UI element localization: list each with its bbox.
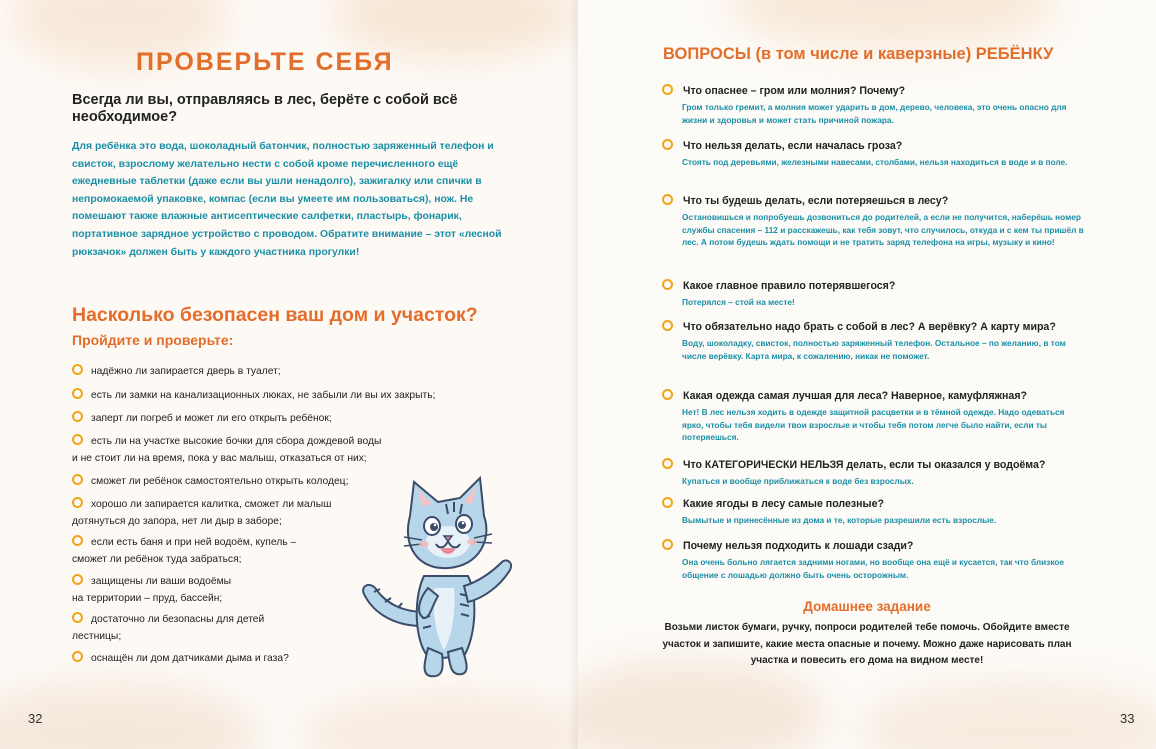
checklist-item: есть ли замки на канализационных люках, не забыли ли вы их закрыть;: [72, 388, 532, 405]
checklist-item: оснащён ли дом датчиками дыма и газа?: [72, 651, 362, 668]
answer-text: Нет! В лес нельзя ходить в одежде защитной расцветки и в тёмной одежде. Надо одеваться ярко, чтобы тебя видели твои взрослые и чтобы тебя потом легче было найти, если ты потеряешься.: [682, 407, 1065, 443]
question-text: Что КАТЕГОРИЧЕСКИ НЕЛЬЗЯ делать, если ты оказался у водоёма?: [683, 459, 1046, 471]
bullet-ring-icon: [72, 497, 83, 508]
checklist-item: хорошо ли запирается калитка, сможет ли малыш дотянуться до запора, нет ли дыр в заборе;: [72, 499, 332, 527]
page-title: ПРОВЕРЬТЕ СЕБЯ: [136, 48, 394, 76]
bullet-ring-icon: [72, 535, 83, 546]
question-text: Какая одежда самая лучшая для леса? Наверное, камуфляжная?: [683, 390, 1027, 402]
qa-item: [662, 84, 1102, 126]
bullet-ring-icon: [662, 84, 673, 95]
answer-text: Стоять под деревьями, железными навесами, столбами, нельзя находиться в воде и в поле.: [682, 157, 1068, 167]
question-text: Что опаснее – гром или молния? Почему?: [683, 85, 906, 97]
bullet-ring-icon: [662, 458, 673, 469]
checklist-item: надёжно ли запирается дверь в туалет;: [72, 364, 522, 381]
homework-title: Домашнее задание: [803, 599, 931, 614]
checklist-item: есть ли на участке высокие бочки для сбора дождевой воды и не стоит ли на время, пока у вас малыш, отказаться от них;: [72, 436, 382, 464]
answer-text: Купаться и вообще приближаться к воде без взрослых.: [682, 476, 914, 486]
bullet-ring-icon: [72, 574, 83, 585]
bullet-ring-icon: [72, 411, 83, 422]
qa-item: [662, 279, 1102, 309]
bullet-ring-icon: [72, 364, 83, 375]
bullet-ring-icon: [72, 434, 83, 445]
question-text: Какие ягоды в лесу самые полезные?: [683, 498, 884, 510]
page-number: 32: [28, 711, 43, 726]
bullet-ring-icon: [72, 651, 83, 662]
questions-title: ВОПРОСЫ (в том числе и каверзные) РЕБЁНКУ: [663, 45, 1054, 63]
page-number: 33: [1120, 711, 1135, 726]
qa-item: [662, 458, 1102, 488]
bullet-ring-icon: [662, 194, 673, 205]
question-text: Что обязательно надо брать с собой в лес? А верёвку? А карту мира?: [683, 321, 1056, 333]
answer-text: Гром только гремит, а молния может ударить в дом, дерево, человека, это очень опасно для жизни и здоровья и может стать причиной пожара.: [682, 102, 1067, 125]
bullet-ring-icon: [662, 139, 673, 150]
checklist-item: защищены ли ваши водоёмы на территории – пруд, бассейн;: [72, 576, 232, 604]
bullet-ring-icon: [72, 612, 83, 623]
bullet-ring-icon: [662, 497, 673, 508]
lead-answer: Для ребёнка это вода, шоколадный батончик, полностью заряженный телефон и свисток, взрослому желательно нести с собой кроме перечисленного ещё ежедневные таблетки (даже если вы ушли ненадолго), зажигалку или спички в непромокаемой упаковке, компас (если вы умеете им пользоваться), нож. Не помешают также влажные антисептические салфетки, пластырь, фонарик, портативное зарядное устройство с проводом. Обратите внимание – этот «лесной рюкзачок» должен быть у каждого участника прогулки!: [72, 141, 502, 258]
question-text: Что нельзя делать, если началась гроза?: [683, 140, 903, 152]
bullet-ring-icon: [72, 474, 83, 485]
homework-text: Возьми листок бумаги, ручку, попроси родителей тебе помочь. Обойдите вместе участок и запишите, какие места опасные и почему. Можно даже нарисовать план участка и повесить его дома на видном месте!: [662, 622, 1072, 666]
qa-item: [662, 320, 1102, 362]
bullet-ring-icon: [662, 539, 673, 550]
answer-text: Вымытые и принесённые из дома и те, которые разрешили есть взрослые.: [682, 515, 997, 525]
lead-question: Всегда ли вы, отправляясь в лес, берёте с собой всё необходимое?: [72, 92, 458, 125]
answer-text: Она очень больно лягается задними ногами, но вообще она ещё и кусается, так что близкое общение с лошадью должно быть очень осторожным.: [682, 557, 1065, 580]
bullet-ring-icon: [662, 279, 673, 290]
qa-item: [662, 497, 1102, 527]
right-page: [578, 0, 1156, 749]
bullet-ring-icon: [662, 320, 673, 331]
section-subtitle: Пройдите и проверьте:: [72, 332, 234, 348]
bullet-ring-icon: [662, 389, 673, 400]
checklist-item: достаточно ли безопасны для детей лестницы;: [72, 614, 265, 642]
bullet-ring-icon: [72, 388, 83, 399]
question-text: Почему нельзя подходить к лошади сзади?: [683, 540, 914, 552]
qa-item: [662, 194, 1102, 249]
qa-item: [662, 139, 1102, 169]
question-text: Что ты будешь делать, если потеряешься в лесу?: [683, 195, 949, 207]
checklist-item: если есть баня и при ней водоём, купель – сможет ли ребёнок туда забраться;: [72, 537, 297, 565]
checklist-item: сможет ли ребёнок самостоятельно открыть колодец;: [72, 474, 522, 491]
qa-item: [662, 389, 1102, 444]
qa-item: [662, 539, 1102, 581]
checklist-item: заперт ли погреб и может ли его открыть ребёнок;: [72, 411, 522, 428]
section-title: Насколько безопасен ваш дом и участок?: [72, 304, 478, 326]
question-text: Какое главное правило потерявшегося?: [683, 280, 896, 292]
answer-text: Остановишься и попробуешь дозвониться до родителей, а если не получится, наберёшь номер службы спасения – 112 и расскажешь, как тебя зовут, что случилось, откуда и с кем ты пришёл в лес. А потом будешь ждать помощи и не тратить заряд телефона на игры, музыку и кино!: [682, 212, 1084, 248]
cat-illustration-icon: [352, 476, 527, 686]
answer-text: Воду, шоколадку, свисток, полностью заряженный телефон. Остальное – по желанию, в том числе верёвку. Карта мира, к сожалению, никак не поможет.: [682, 338, 1066, 361]
answer-text: Потерялся – стой на месте!: [682, 297, 795, 307]
